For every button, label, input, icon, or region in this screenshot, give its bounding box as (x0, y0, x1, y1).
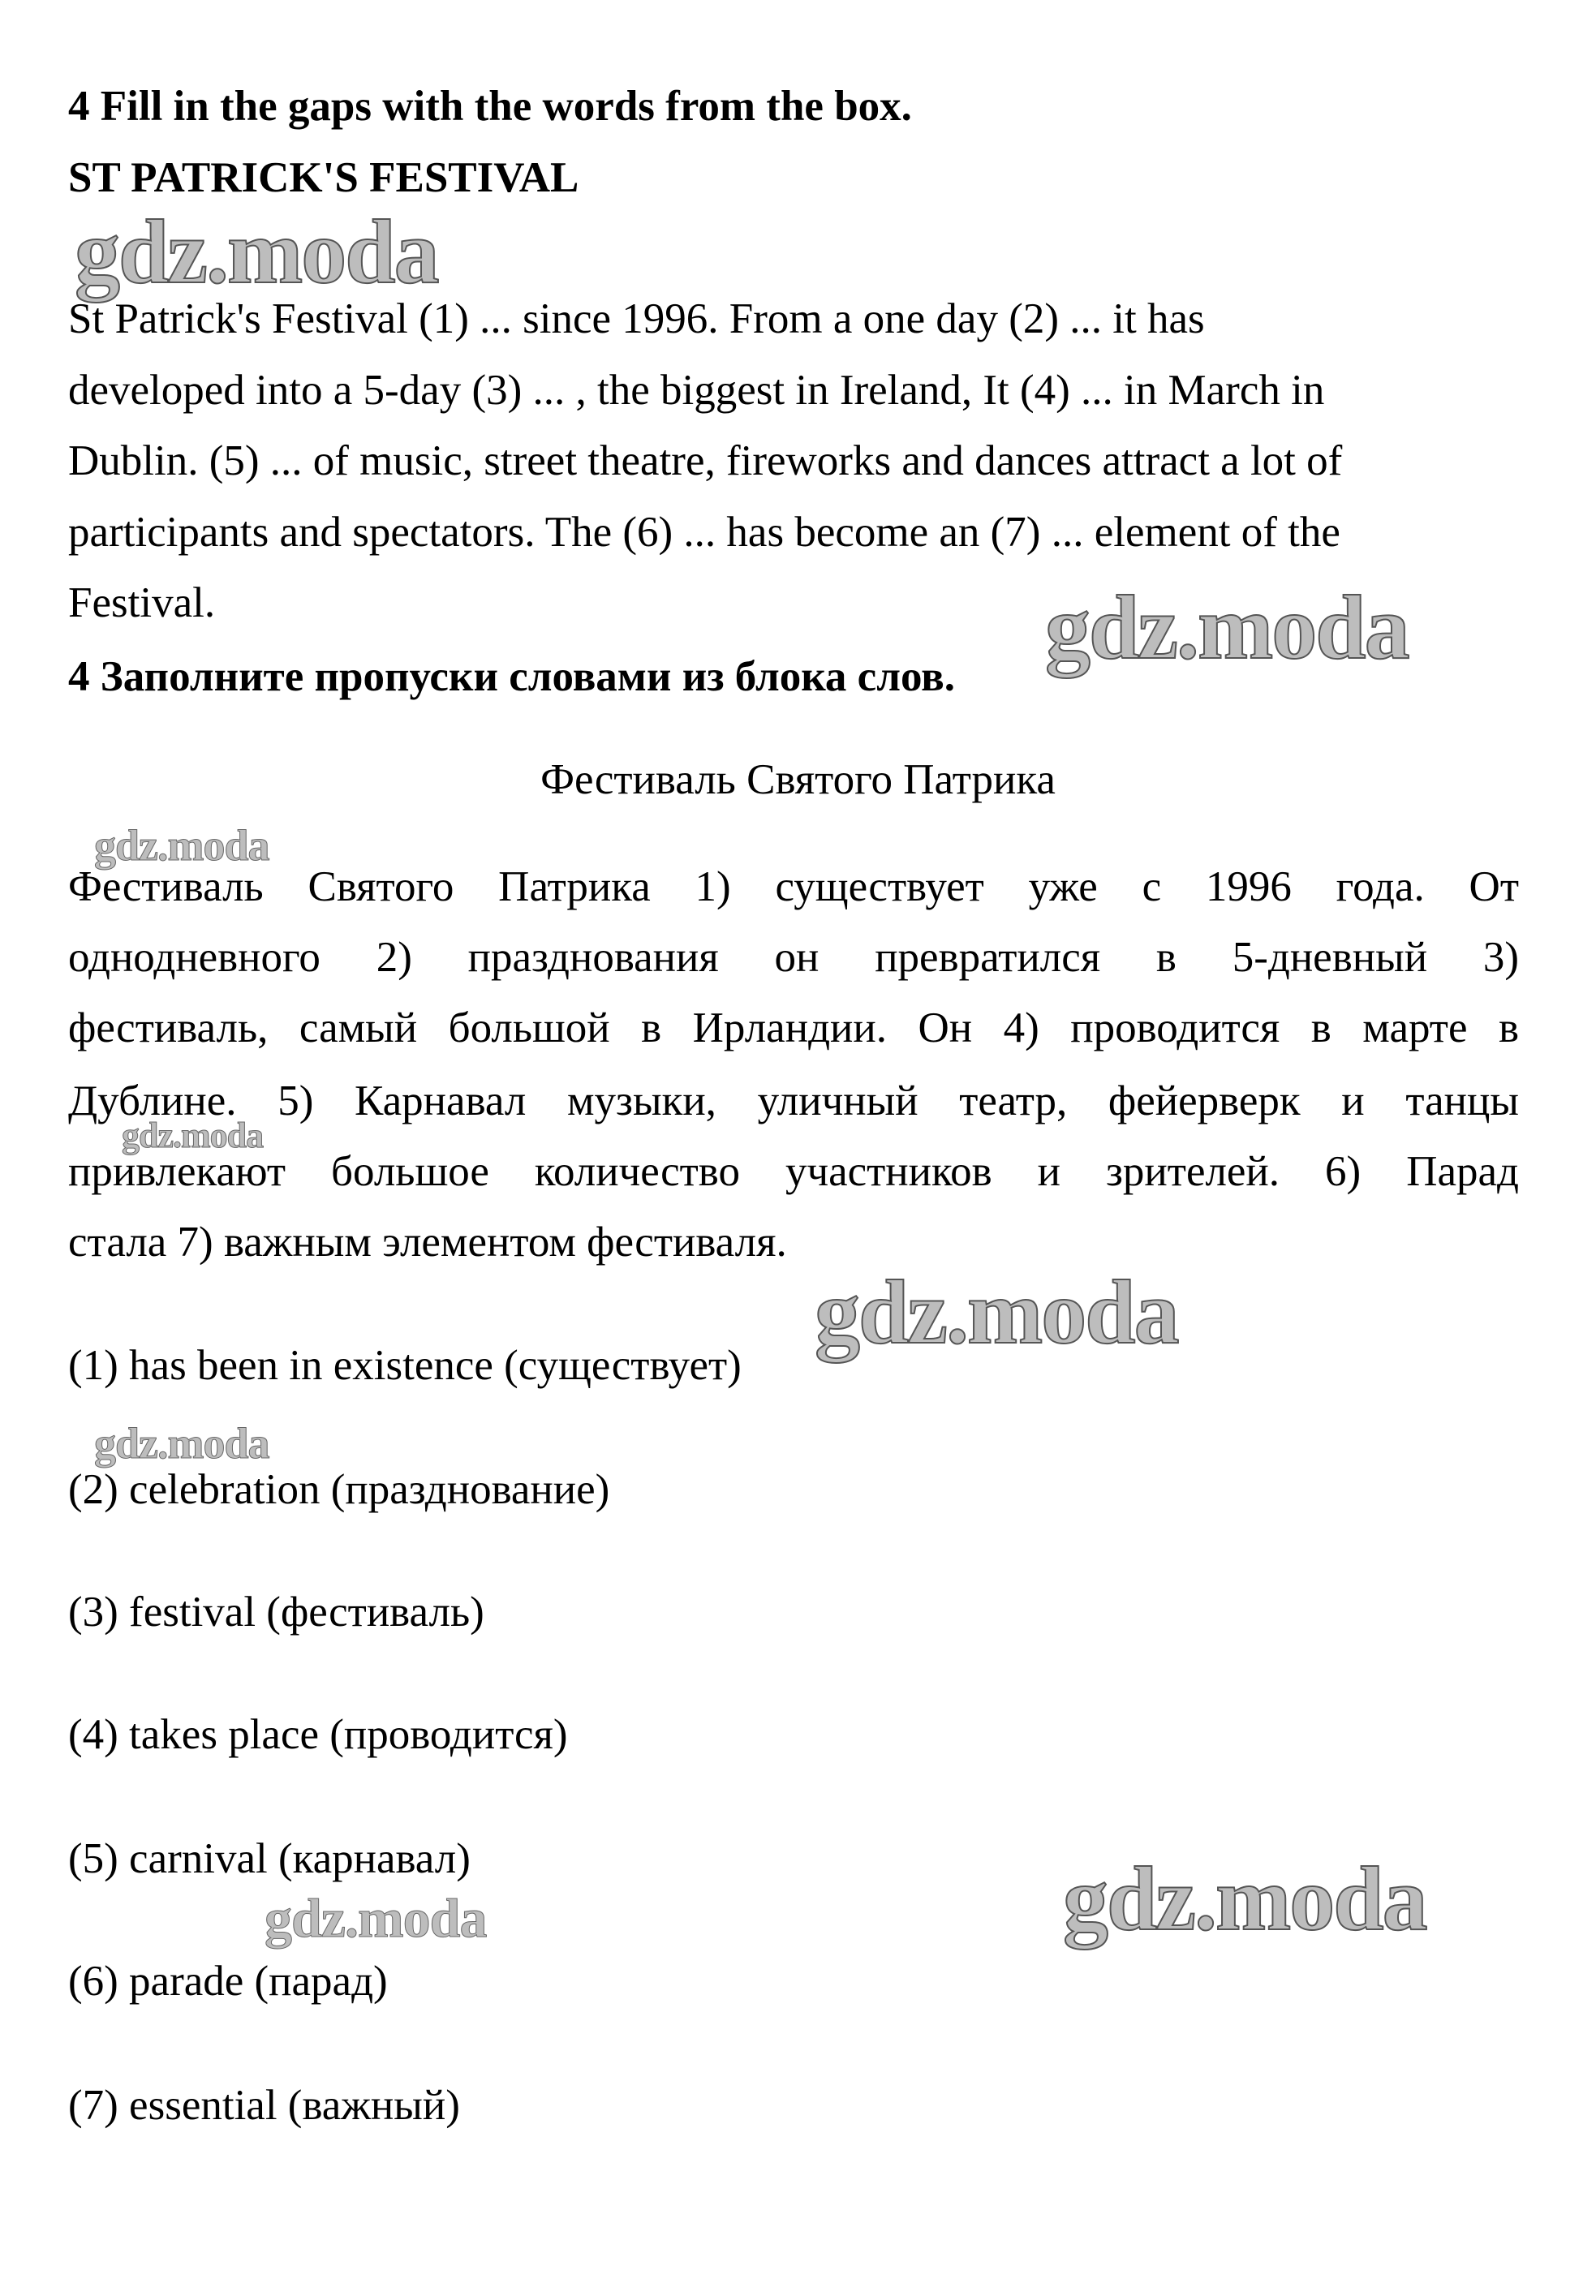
answer-item: (3) festival (фестиваль) (68, 1589, 484, 1636)
watermark: gdz.moda (1063, 1849, 1426, 1950)
answer-item: (4) takes place (проводится) (68, 1711, 568, 1758)
watermark: gdz.moda (815, 1262, 1178, 1363)
text-line-ru: Дублине. 5) Карнавал музыки, уличный театр, фейерверк и танцы (68, 1077, 1519, 1124)
text-line-ru: стала 7) важным элементом фестиваля. (68, 1219, 787, 1266)
exercise-heading: 4 Fill in the gaps with the words from the box. (68, 83, 912, 130)
watermark: gdz.moda (94, 1419, 269, 1468)
answer-item: (6) parade (парад) (68, 1958, 388, 2005)
text-line: Dublin. (5) ... of music, street theatre, fireworks and dances attract a lot of (68, 437, 1343, 484)
text-line-ru: однодневного 2) празднования он превратился в 5-дневный 3) (68, 934, 1519, 981)
text-line: participants and spectators. The (6) ... has become an (7) ... element of the (68, 509, 1340, 556)
watermark: gdz.moda (75, 202, 438, 303)
answer-item: (2) celebration (празднование) (68, 1466, 610, 1513)
text-line: Festival. (68, 579, 216, 626)
text-title: ST PATRICK'S FESTIVAL (68, 154, 579, 201)
text-title-ru: Фестиваль Святого Патрика (540, 756, 1056, 803)
text-line-ru: фестиваль, самый большой в Ирландии. Он 4) проводится в марте в (68, 1004, 1519, 1051)
answer-item: (7) essential (важный) (68, 2082, 460, 2129)
text-line-ru: привлекают большое количество участников и зрителей. 6) Парад (68, 1148, 1519, 1195)
exercise-heading-ru: 4 Заполните пропуски словами из блока слов. (68, 653, 955, 700)
text-line: developed into a 5-day (3) ... , the biggest in Ireland, It (4) ... in March in (68, 367, 1325, 414)
answer-item: (1) has been in existence (существует) (68, 1342, 742, 1389)
text-line-ru: Фестиваль Святого Патрика 1) существует уже с 1996 года. От (68, 863, 1519, 910)
watermark: gdz.moda (265, 1887, 487, 1949)
watermark: gdz.moda (1045, 578, 1409, 678)
watermark: gdz.moda (122, 1116, 264, 1155)
watermark: gdz.moda (94, 821, 269, 870)
answer-item: (5) carnival (карнавал) (68, 1835, 471, 1882)
text-line: St Patrick's Festival (1) ... since 1996. From a one day (2) ... it has (68, 295, 1205, 342)
